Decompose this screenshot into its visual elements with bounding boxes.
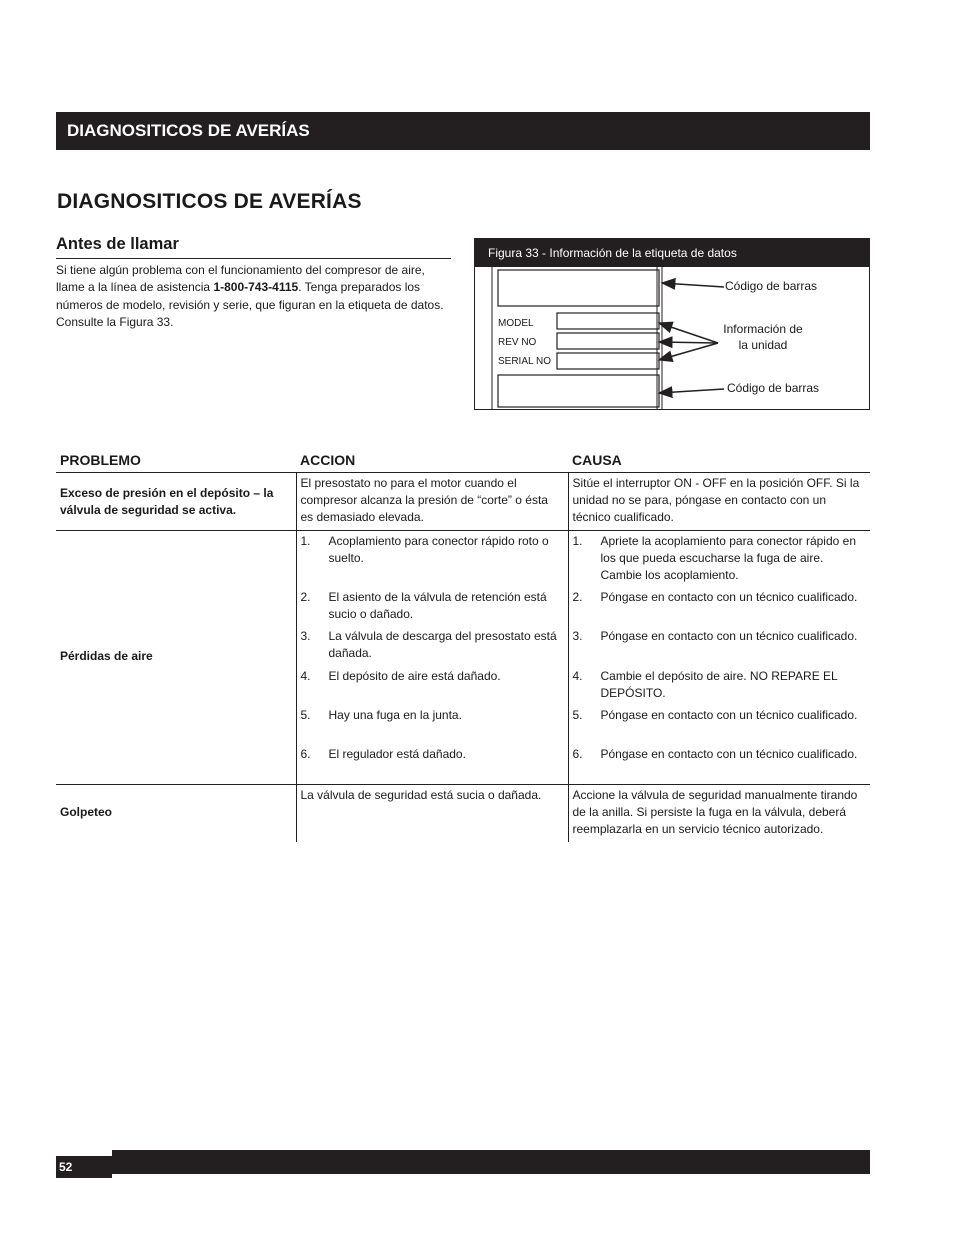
model-field-box [557,313,659,329]
list-item: 3. Póngase en contacto con un técnico cualificado. [572,629,858,643]
list-item: 6. El regulador está dañado. [300,747,466,761]
page-title: DIAGNOSITICOS DE AVERÍAS [57,190,362,213]
list-item: 4. Cambie el depósito de aire. NO REPARE EL DEPÓSITO. [572,669,838,700]
heading-rule [56,258,451,259]
arrow-serial [659,343,718,360]
barcode-top-label: Código de barras [725,279,818,293]
list-item: 2. El asiento de la válvula de retención está sucio o dañado. [300,590,547,621]
accion-cell: El presostato no para el motor cuando el compresor alcanza la presión de “corte” o ésta es demasiado elevada. [296,473,568,531]
arrow-barcode-top [662,283,724,287]
before-call-text [56,262,456,331]
barcode-bottom-label: Código de barras [727,381,820,395]
list-item: 2. Póngase en contacto con un técnico cualificado. [572,590,858,604]
before-call-heading: Antes de llamar [56,235,179,253]
table-row [56,785,870,843]
causa-cell [568,531,870,785]
list-item: 4. El depósito de aire está dañado. [300,669,501,683]
barcode-box-top [498,270,659,306]
accion-cell [296,531,568,785]
table-header-row [56,447,870,473]
support-phone: 1-800-743-4115 [213,280,299,295]
intro-text-end: . Tenga preparados los números de modelo, revisión y serie, que figuran en la etiqueta de datos. Consulte la Figura 33. [56,280,444,329]
problem-cell: Exceso de presión en el depósito – la válvula de seguridad se activa. [56,473,296,531]
list-item: 1. Apriete la acoplamiento para conector rápido en los que pueda escucharse la fuga de aire. Cambie los acoplamiento. [572,534,856,582]
arrow-barcode-bottom [659,389,724,393]
accion-cell: La válvula de seguridad está sucia o dañada. [296,785,568,843]
unit-info-label-line1: Información de [723,322,803,336]
list-item: 6. Póngase en contacto con un técnico cualificado. [572,747,858,761]
causa-cell: Accione la válvula de seguridad manualmente tirando de la anilla. Si persiste la fuga en la válvula, deberá reemplazarla en un servicio técnico autorizado. [568,785,870,843]
causa-cell: Sitúe el interruptor ON - OFF en la posición OFF. Si la unidad no se para, póngase en contacto con un técnico cualificado. [568,473,870,531]
footer-bar [112,1150,870,1174]
table-row [56,473,870,531]
arrow-rev [659,342,718,343]
data-label-figure [474,238,870,410]
model-field-label: MODEL [498,318,534,329]
header-accion: ACCION [296,447,568,473]
unit-info-label-line2: la unidad [738,338,788,352]
problem-cell: Golpeteo [60,805,113,819]
barcode-box-bottom [498,375,659,407]
list-item: 3. La válvula de descarga del presostato está dañada. [300,629,557,660]
figure-caption: Figura 33 - Información de la etiqueta de datos [475,239,869,267]
intro-text-start: Si tiene algún problema con el funcionamiento del compresor de aire, llame a la línea de asistencia [56,263,425,295]
serial-field-box [557,353,659,369]
troubleshooting-table [56,447,870,842]
rev-field-label: REV NO [498,337,537,348]
serial-field-label: SERIAL NO [498,356,551,367]
problem-cell: Pérdidas de aire [56,531,296,785]
table-row [56,531,870,785]
header-problemo: PROBLEMO [56,447,296,473]
list-item: 5. Póngase en contacto con un técnico cualificado. [572,708,858,722]
rev-field-box [557,333,659,349]
page-number: 52 [56,1156,112,1178]
list-item: 1. Acoplamiento para conector rápido roto o suelto. [300,534,549,565]
arrow-model [659,323,718,343]
header-causa: CAUSA [568,447,870,473]
list-item: 5. Hay una fuga en la junta. [300,708,462,722]
section-banner: DIAGNOSITICOS DE AVERÍAS [56,112,870,150]
